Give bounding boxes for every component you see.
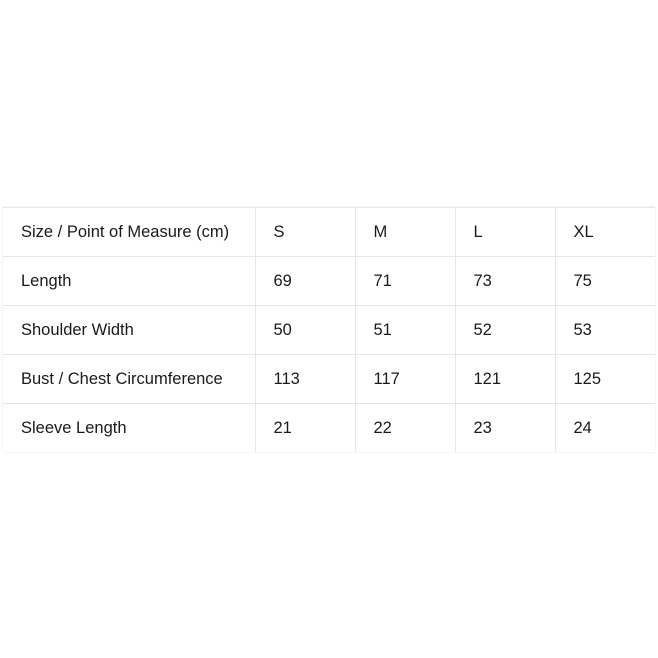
table-cell: 51: [355, 306, 455, 355]
size-chart: [3, 207, 655, 452]
header-cell-size-l: L: [455, 208, 555, 257]
table-cell: 22: [355, 404, 455, 453]
table-cell: 117: [355, 355, 455, 404]
table-cell: 50: [255, 306, 355, 355]
table-cell: 71: [355, 257, 455, 306]
table-cell: 69: [255, 257, 355, 306]
table-cell: 23: [455, 404, 555, 453]
row-label: Bust / Chest Circumference: [3, 355, 255, 404]
row-label: Shoulder Width: [3, 306, 255, 355]
table-cell: 121: [455, 355, 555, 404]
header-cell-measure: Size / Point of Measure (cm): [3, 208, 255, 257]
table-cell: 53: [555, 306, 655, 355]
table-row: [3, 306, 655, 355]
row-label: Sleeve Length: [3, 404, 255, 453]
table-cell: 21: [255, 404, 355, 453]
table-cell: 113: [255, 355, 355, 404]
size-table: [3, 207, 655, 452]
table-cell: 52: [455, 306, 555, 355]
table-row: [3, 257, 655, 306]
header-cell-size-xl: XL: [555, 208, 655, 257]
table-cell: 73: [455, 257, 555, 306]
table-cell: 75: [555, 257, 655, 306]
header-cell-size-s: S: [255, 208, 355, 257]
table-cell: 125: [555, 355, 655, 404]
header-cell-size-m: M: [355, 208, 455, 257]
table-cell: 24: [555, 404, 655, 453]
table-header-row: [3, 208, 655, 257]
table-row: [3, 355, 655, 404]
table-row: [3, 404, 655, 453]
row-label: Length: [3, 257, 255, 306]
